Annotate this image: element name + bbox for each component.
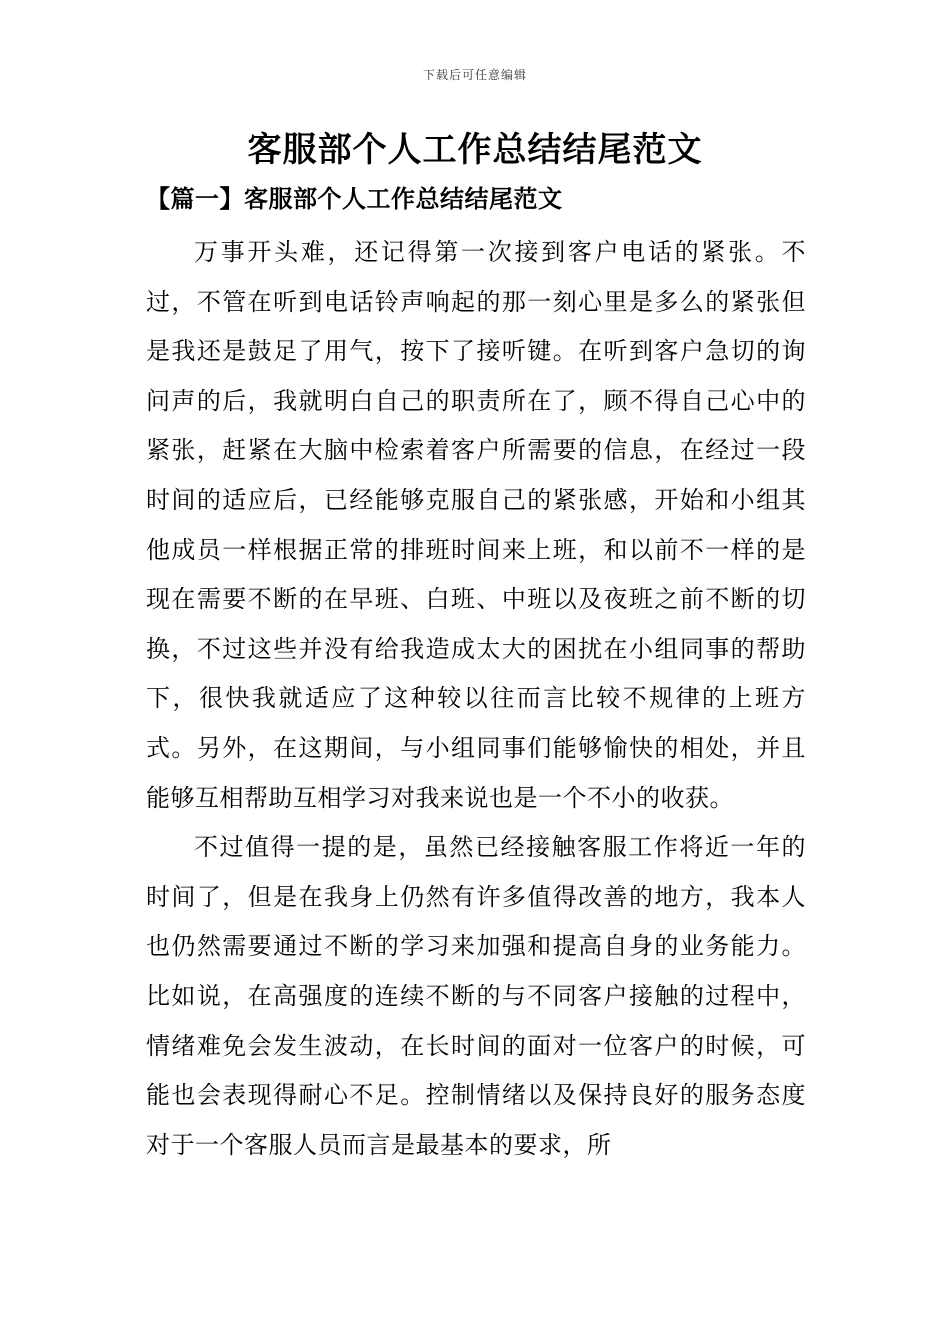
paragraph-1: 万事开头难，还记得第一次接到客户电话的紧张。不过，不管在听到电话铃声响起的那一刻心里是多么的紧张但是我还是鼓足了用气，按下了接听键。在听到客户急切的询问声的后，我就明白自己的职责所在了，顾不得自己心中的紧张，赶紧在大脑中检索着客户所需要的信息，在经过一段时间的适应后，已经能够克服自己的紧张感，开始和小组其他成员一样根据正常的排班时间来上班，和以前不一样的是现在需要不断的在早班、白班、中班以及夜班之前不断的切换，不过这些并没有给我造成太大的困扰在小组同事的帮助下，很快我就适应了这种较以往而言比较不规律的上班方式。另外，在这期间，与小组同事们能够愉快的相处，并且能够互相帮助互相学习对我来说也是一个不小的收获。 xyxy=(146,238,806,812)
page-header-note: 下载后可任意编辑 xyxy=(422,68,527,82)
document-title: 客服部个人工作总结结尾范文 xyxy=(247,130,703,170)
section-heading: 【篇一】客服部个人工作总结结尾范文 xyxy=(146,184,563,213)
paragraph-2: 不过值得一提的是，虽然已经接触客服工作将近一年的时间了，但是在我身上仍然有许多值得改善的地方，我本人也仍然需要通过不断的学习来加强和提高自身的业务能力。比如说，在高强度的连续不断的与不同客户接触的过程中，情绪难免会发生波动，在长时间的面对一位客户的时候，可能也会表现得耐心不足。控制情绪以及保持良好的服务态度对于一个客服人员而言是最基本的要求，所 xyxy=(146,833,806,1159)
document-body xyxy=(146,228,806,1170)
